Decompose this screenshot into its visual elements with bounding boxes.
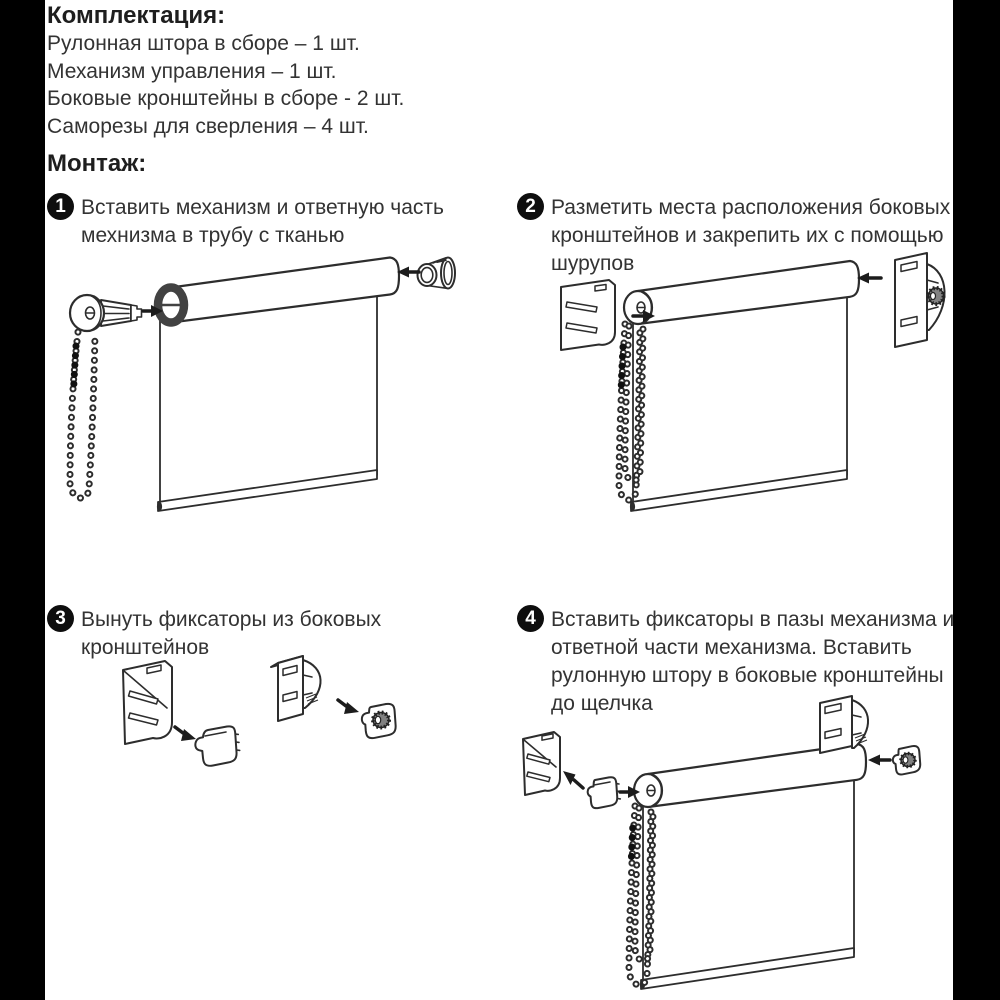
step-4-text: Вставить фиксаторы в пазы механизма и ответной части механизма. Вставить рулонную штору в боковые кронштейны до щелчка (551, 608, 955, 715)
arrow-left-icon (857, 273, 881, 284)
roller-blind-icon (630, 291, 847, 511)
arrow-down-right-icon (338, 700, 359, 714)
step-1-badge (47, 193, 74, 220)
tube-open-end-icon (158, 288, 184, 323)
chain-control-mechanism-icon (70, 295, 142, 498)
roller-blind-icon (640, 774, 854, 989)
gear-fixator-icon (893, 746, 920, 774)
step-2-number: 2 (525, 195, 536, 217)
instruction-sheet (45, 0, 953, 1000)
step-3-number: 3 (55, 607, 66, 629)
step-3-diagram (45, 650, 465, 840)
gear-fixator-icon (929, 288, 944, 304)
step-3-text: Вынуть фиксаторы из боковых кронштейнов (81, 608, 382, 659)
wall-bracket-icon (561, 280, 615, 350)
step-2-badge (517, 193, 544, 220)
step-1-text: Вставить механизм и ответную часть мехнизма в трубу с тканью (81, 196, 444, 247)
gear-fixator-icon (362, 704, 396, 738)
kit-item: Рулонная штора в сборе – 1 шт. (47, 32, 360, 55)
kit-item: Боковые кронштейны в сборе - 2 шт. (47, 87, 405, 111)
end-plug-icon (418, 258, 456, 289)
arrow-down-right-icon (175, 727, 196, 741)
montage-title: Монтаж: (47, 150, 147, 177)
wall-bracket-icon (271, 656, 321, 721)
arrow-up-left-icon (563, 771, 583, 788)
fixator-clip-icon (588, 777, 621, 808)
wall-bracket-icon (895, 253, 945, 347)
step-4-number: 4 (525, 607, 536, 629)
roller-blind-icon (157, 258, 399, 512)
kit-title: Комплектация: (47, 2, 226, 29)
kit-item: Саморезы для сверления – 4 шт. (47, 114, 369, 138)
wall-bracket-icon (123, 661, 172, 744)
chain-control-mechanism-icon (629, 806, 653, 985)
step-2-text: Разметить места расположения боковых кронштейнов и закрепить их с помощью шурупов (551, 196, 951, 275)
arrow-left-icon (397, 267, 419, 278)
step-2-diagram (505, 250, 953, 540)
arrow-left-icon (868, 755, 890, 766)
step-4-diagram (505, 690, 953, 1000)
step-1-diagram (45, 250, 465, 540)
step-3-badge (47, 605, 74, 632)
wall-bracket-icon (523, 732, 560, 795)
kit-list (47, 30, 404, 140)
step-1-number: 1 (55, 195, 66, 217)
step-4-badge (517, 605, 544, 632)
kit-item: Механизм управления – 1 шт. (47, 59, 337, 83)
chain-control-mechanism-icon (619, 324, 643, 500)
fixator-clip-icon (195, 726, 239, 765)
